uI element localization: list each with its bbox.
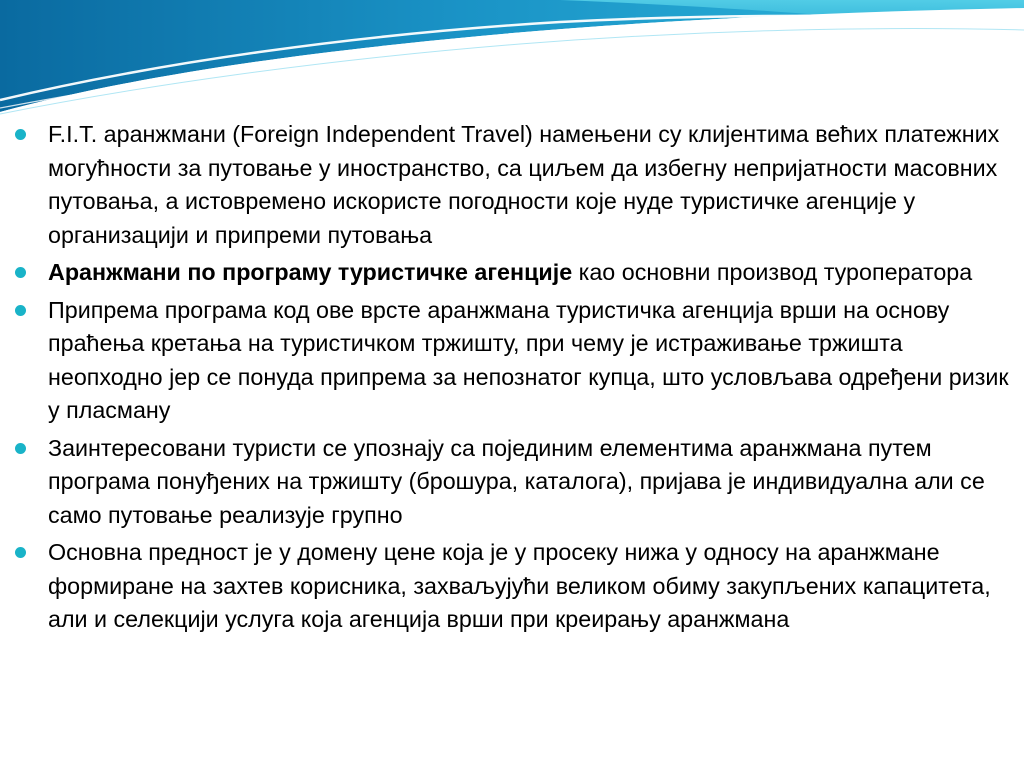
bullet-item-1: [12, 118, 1010, 252]
bullet-text: F.I.T. аранжмани (Foreign Independent Travel) намењени су клијентима већих платежних могућности за путовање у иностранство, са циљем да избегну непријатности масовних путовања, а истовремено искористе погодности које нуде туристичке агенције у организацији и припреми путовања: [48, 121, 1000, 248]
bullet-text: као основни производ туроператора: [572, 259, 973, 285]
content-area: [12, 118, 1010, 641]
bullet-dot-icon: [15, 305, 26, 316]
bullet-text: Заинтересовани туристи се упознају са појединим елементима аранжмана путем програма понуђених на тржишту (брошура, каталога), пријава је индивидуална али се само путовање реализује групно: [48, 434, 985, 528]
bullet-dot-icon: [15, 547, 26, 558]
bullet-item-3: [12, 294, 1010, 428]
bullet-bold-text: Аранжмани по програму туристичке агенције: [48, 259, 573, 285]
bullet-list: [12, 118, 1010, 637]
bullet-dot-icon: [15, 267, 26, 278]
bullet-item-5: [12, 536, 1010, 637]
header-wave-decoration: [0, 0, 1024, 120]
bullet-dot-icon: [15, 443, 26, 454]
bullet-text: Припрема програма код ове врсте аранжмана туристичка агенција врши на основу праћења кретања на туристичком тржишту, при чему је истраживање тржишта неопходно јер се понуда припрема за непознатог купца, што условљава одређени ризик у пласману: [48, 296, 1009, 423]
bullet-item-4: [12, 432, 1010, 533]
bullet-dot-icon: [15, 129, 26, 140]
bullet-text: Основна предност је у домену цене која је у просеку нижа у односу на аранжмане формиране на захтев корисника, захваљујући великом обиму закупљених капацитета, али и селекцији услуга која агенција врши при креирању аранжмана: [48, 539, 991, 632]
bullet-item-2: [12, 256, 1010, 290]
